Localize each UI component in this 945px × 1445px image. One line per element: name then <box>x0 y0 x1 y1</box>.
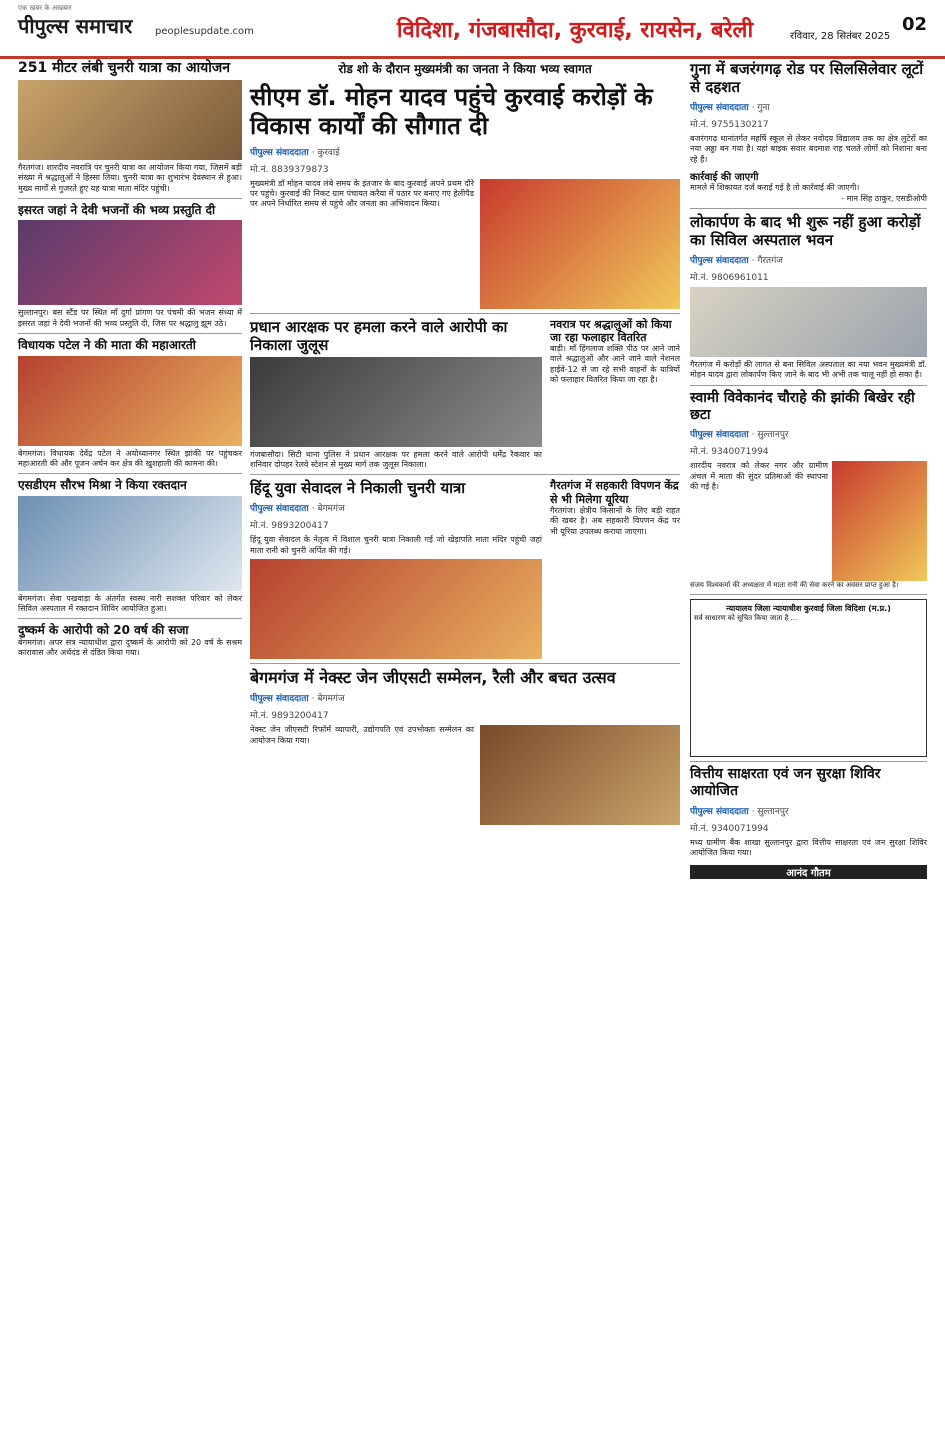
issue-date: रविवार, 28 सितंबर 2025 <box>790 31 891 42</box>
mobile: मो.नं. 9755130217 <box>690 120 769 130</box>
notice-title: न्यायालय जिला न्यायाधीश कुरवाई जिला विदिशा (म.प्र.) <box>726 604 891 614</box>
headline: प्रधान आरक्षक पर हमला करने वाले आरोपी का निकाला जुलूस <box>250 317 508 354</box>
byline: पीपुल्स संवाददाता · गैरतगंज <box>690 255 783 266</box>
article-body: शारदीय नवरात्र को लेकर नगर और ग्रामीण अंचल में माता की सुंदर प्रतिमाओं की स्थापना की गई है। <box>690 461 828 492</box>
article-body: बेगमगंज। सेवा पखवाड़ा के अंतर्गत स्वस्थ नारी सशक्त परिवार को लेकर सिविल अस्पताल में रक्तदान शिविर आयोजित हुआ। <box>18 593 242 614</box>
edition-title: विदिशा, गंजबासौदा, कुरवाई, रायसेन, बरेली <box>396 18 754 43</box>
headline: इसरत जहां ने देवी भजनों की भव्य प्रस्तुति दी <box>18 202 216 217</box>
photo <box>18 80 242 160</box>
mobile: मो.नं. 9340071994 <box>690 447 769 458</box>
article-body: बाड़ी। माँ हिंगलाज शक्ति पीठ पर आने जाने वाले श्रद्धालुओं और आने जाने वाले नेशनल हाईवे-12 से जा रहे सभी वाहनों के यात्रियों को फलाहार वितरित किया जा रहा है। <box>550 343 680 385</box>
headline: हिंदू युवा सेवादल ने निकाली चुनरी यात्रा <box>250 479 466 498</box>
byline: पीपुल्स संवाददाता · गुना <box>690 103 770 113</box>
headline: 251 मीटर लंबी चुनरी यात्रा का आयोजन <box>18 60 231 76</box>
quote: मामले में शिकायत दर्ज कराई गई है तो कार्रवाई की जाएगी। <box>690 183 860 193</box>
byline: पीपुल्स संवाददाता · बेगमगंज <box>250 504 345 515</box>
photo <box>480 725 680 825</box>
headline: स्वामी विवेकानंद चौराहे की झांकी बिखेर रही छटा <box>690 389 915 423</box>
byline: पीपुल्स संवाददाता · सुल्तानपुर <box>690 430 789 441</box>
headline: लोकार्पण के बाद भी शुरू नहीं हुआ करोड़ों का सिविल अस्पताल भवन <box>690 212 921 249</box>
photo <box>250 559 542 659</box>
headline: दुष्कर्म के आरोपी को 20 वर्ष की सजा <box>18 623 189 638</box>
article-body: गैरतगंज। शारदीय नवरात्रि पर चुनरी यात्रा का आयोजन किया गया, जिसमें बड़ी संख्या में श्रद्धालुओं ने हिस्सा लिया। चुनरी यात्रा का शुभारंभ देवस्थान से हुआ। मुख्य मार्गों से गुजरते हुए यह यात्रा माता मंदिर पहुंची। <box>18 162 242 193</box>
page-number: 02 <box>901 14 927 35</box>
byline: पीपुल्स संवाददाता · बेगमगंज <box>250 694 345 705</box>
masthead <box>0 0 945 59</box>
photo <box>480 179 680 309</box>
article-body: बजरंगगढ़ थानांतर्गत महर्षि स्कूल से लेकर नवोदय विद्यालय तक का क्षेत्र लुटेरों का नया अड्डा बन गया है। यहां बाइक सवार बदमाश राह चलते लोगों को निशाना बना रहे हैं। <box>690 134 927 164</box>
photo <box>18 356 242 446</box>
notice-body: सर्व साधारण को सूचित किया जाता है ... <box>694 614 798 623</box>
article-body: गैरतगंज में करोड़ों की लागत से बना सिविल अस्पताल का नया भवन मुख्यमंत्री डॉ. मोहन यादव द्वारा लोकार्पण किए जाने के बाद भी अभी तक चालू नहीं हो सका है। <box>690 359 927 380</box>
mobile: मो.नं. 9893200417 <box>250 521 329 532</box>
mobile: मो.नं. 9340071994 <box>690 824 769 835</box>
quote-by: - मान सिंह ठाकुर, एसडीओपी <box>841 193 927 203</box>
kicker: रोड शो के दौरान मुख्यमंत्री का जनता ने किया भव्य स्वागत <box>338 62 592 76</box>
site-url[interactable]: peoplesupdate.com <box>155 26 254 37</box>
article-body: नेक्स्ट जेन जीएसटी रिफॉर्म व्यापारी, उद्योगपति एवं उपभोक्ता सम्मेलन का आयोजन किया गया। <box>250 725 474 745</box>
headline: वित्तीय साक्षरता एवं जन सुरक्षा शिविर आयोजित <box>690 766 881 800</box>
article-body: हिंदू युवा सेवादल के नेतृत्व में विशाल चुनरी यात्रा निकाली गई जो खेड़ापति माता मंदिर पहुंची जहां माता रानी को चुनरी अर्पित की गई। <box>250 535 542 555</box>
article-body: बेगमगंज। अपर सत्र न्यायाधीश द्वारा दुष्कर्म के आरोपी को 20 वर्ष के सश्रम कारावास और अर्थदंड से दंडित किया गया। <box>18 637 242 658</box>
headline: विधायक पटेल ने की माता की महाआरती <box>18 338 196 353</box>
article-body: सुल्तानपुर। बस स्टैंड पर स्थित माँ दुर्गा प्रांगण पर पंचमी की भजन संध्या में इसरत जहां ने देवी भजनों की भव्य प्रस्तुति दी, जिस पर श्रद्धालु झूम उठे। <box>18 308 242 328</box>
byline: पीपुल्स संवाददाता · सुल्तानपुर <box>690 807 789 818</box>
headline: नवरात्र पर श्रद्धालुओं को किया जा रहा फलाहार वितरित <box>550 317 672 344</box>
center-column <box>250 60 680 825</box>
article-body: गंजबासौदा। सिटी थाना पुलिस ने प्रधान आरक्षक पर हमला करने वाले आरोपी धर्मेंद्र रैकवार का शनिवार दोपहर रेलवे स्टेशन से मुख्य मार्ग तक जुलूस निकाला। <box>250 449 542 469</box>
right-column <box>690 60 927 879</box>
photo <box>832 461 927 581</box>
court-notice-ad <box>690 599 927 757</box>
article-body: मुख्यमंत्री डॉ मोहन यादव लंबे समय के इंतजार के बाद कुरवाई अपने प्रथम दौरे पर पहुंचे। कुरवाई की निकट ग्राम पंचायत करैया में पठार पर बनाए गए हेलीपैड पर अपने निर्धारित समय से पहुंचे और जनता का अभिवादन किया। <box>250 178 474 209</box>
caption: संजय विश्वकर्मा की अध्यक्षता में माता रानी की सेवा करने का अवसर प्राप्त हुआ है। <box>690 581 899 590</box>
photo <box>18 220 242 305</box>
article-body: बेगमगंज। विधायक देवेंद्र पटेल ने अयोध्यानगर स्थित झांकी पर पहुंचकर महाआरती की और पूजन अर्चन कर क्षेत्र की खुशहाली की कामना की। <box>18 448 242 468</box>
photo <box>250 357 542 447</box>
mobile: मो.नं. 9893200417 <box>250 711 329 722</box>
mobile: मो.नं. 8839379873 <box>250 164 329 175</box>
article-body: मध्य ग्रामीण बैंक शाखा सुल्तानपुर द्वारा वित्तीय साक्षरता एवं जन सुरक्षा शिविर आयोजित किया गया। <box>690 838 927 858</box>
headline: गुना में बजरंगगढ़ रोड पर सिलसिलेवार लूटों से दहशत <box>690 60 924 96</box>
logo-tagline: एक खबर के अखबार <box>18 4 72 12</box>
headline: एसडीएम सौरभ मिश्रा ने किया रक्तदान <box>18 478 187 493</box>
article-body: गैरतगंज। क्षेत्रीय किसानों के लिए बड़ी राहत की खबर है। अब सहकारी विपणन केंद्र पर भी यूरिया उपलब्ध कराया जाएगा। <box>550 505 680 536</box>
quote-title: कार्रवाई की जाएगी <box>690 172 759 184</box>
photo <box>18 496 242 591</box>
headline: बेगमगंज में नेक्स्ट जेन जीएसटी सम्मेलन, रैली और बचत उत्सव <box>250 668 616 688</box>
byline: पीपुल्स संवाददाता · कुरवाई <box>250 147 340 158</box>
lead-headline: सीएम डॉ. मोहन यादव पहुंचे कुरवाई करोड़ों के विकास कार्यों की सौगात दी <box>250 83 653 140</box>
headline: गैरतगंज में सहकारी विपणन केंद्र से भी मिलेगा यूरिया <box>550 479 679 506</box>
logo[interactable]: एक खबर के अखबार पीपुल्स समाचार <box>18 4 133 38</box>
left-column <box>18 60 242 659</box>
photo <box>690 287 927 357</box>
bottom-ad: आनंद गौतम <box>690 865 927 879</box>
mobile: मो.नं. 9806961011 <box>690 272 769 283</box>
